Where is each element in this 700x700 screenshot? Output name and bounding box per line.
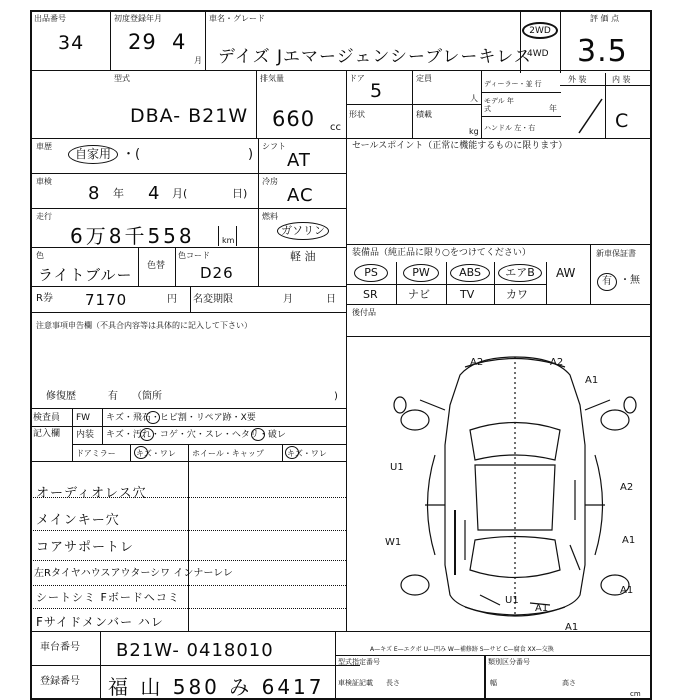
interior-tag: 内装: [76, 430, 95, 440]
interior-circle-1: [140, 428, 154, 441]
rule: [346, 244, 652, 245]
warranty-yes: 有: [597, 273, 617, 291]
handle-label: ハンドル 左・右: [484, 124, 536, 132]
svg-text:A2: A2: [470, 357, 484, 368]
capacity-label: 定員: [416, 74, 432, 83]
displacement-value: 660: [272, 107, 316, 131]
equip-aw: AW: [556, 266, 576, 280]
note-line: 左Rタイヤハウスアウターシワ インナーレレ: [34, 568, 233, 579]
history-label: 車歴: [36, 142, 52, 151]
model-value: DBA- B21W: [130, 105, 249, 127]
recycle-value: 7170: [85, 291, 128, 309]
rule: [30, 608, 346, 609]
wheel-options: キズ・ワレ: [287, 449, 327, 458]
equip-leather: カワ: [506, 288, 528, 301]
spec-label-6: 高さ: [562, 679, 576, 687]
reg-year: 29: [128, 30, 157, 54]
displacement-label: 排気量: [260, 74, 284, 83]
fuel-value: ガソリン: [277, 222, 329, 240]
rule: [30, 138, 652, 139]
warranty-no: ・無: [620, 275, 640, 286]
recycle-unit: 円: [167, 294, 177, 305]
rule: [130, 444, 131, 461]
rule: [30, 665, 360, 666]
interior-circle-2: [251, 428, 265, 441]
rule: [346, 408, 347, 461]
rule: [605, 73, 606, 138]
svg-text:A1: A1: [620, 585, 634, 596]
rule: [30, 426, 346, 427]
mileage-value: 6万8千558: [70, 224, 195, 248]
wheel-label: ホイール・キャップ: [192, 449, 264, 458]
svg-text:A1: A1: [585, 375, 599, 386]
chassis-value: B21W- 0418010: [116, 640, 274, 661]
name-change-label: 名変期限: [193, 294, 233, 305]
exterior-slash: [576, 95, 604, 135]
lot-value: 34: [58, 32, 85, 54]
mirror-circle: [134, 446, 148, 459]
note-line: オーディオレス穴: [36, 486, 147, 501]
interior-value: C: [615, 110, 630, 132]
mirror-label: ドアミラー: [76, 449, 116, 458]
inspection-month-unit: 月(: [172, 187, 188, 200]
drive-4wd: 4WD: [527, 49, 549, 59]
equip-airbag: エアB: [498, 264, 542, 282]
rule: [236, 226, 237, 246]
rule: [346, 336, 652, 337]
shape-label: 形状: [349, 110, 365, 119]
model-label: 型式: [114, 74, 130, 83]
rule: [346, 461, 347, 631]
score-value: 3.5: [577, 34, 628, 69]
rule: [188, 444, 189, 461]
color-change-label: 色替: [147, 261, 166, 271]
rule: [72, 444, 346, 445]
rule: [560, 10, 561, 73]
repair-place-label: （箇所: [132, 391, 162, 402]
note-line: コアサポートレ: [36, 540, 135, 555]
rule: [258, 262, 259, 286]
rule: [256, 70, 257, 138]
displacement-unit: cc: [330, 122, 341, 133]
rule: [546, 262, 547, 304]
interior-text: キズ・汚れ・コゲ・穴・スレ・ヘタリ・破レ: [106, 430, 286, 440]
spec-unit: cm: [630, 690, 641, 698]
wheel-circle: [285, 446, 299, 459]
warranty-label: 新車保証書: [596, 249, 636, 258]
rule: [30, 70, 652, 71]
rule: [190, 286, 191, 312]
spec-label-1: 型式指定番号: [338, 658, 380, 666]
checks-label-2: 記入欄: [33, 429, 61, 439]
fw-text: キズ・飛石・ヒビ割・リペア跡・X要: [106, 413, 256, 423]
checks-label-1: 検査員: [33, 413, 61, 423]
damage-legend: A—キズ E—エクボ U—凹み W—補修跡 S—サビ C—腐食 XX—交換: [370, 646, 554, 653]
equip-abs: ABS: [450, 264, 490, 282]
ac-label: 冷房: [262, 177, 278, 186]
rule: [590, 244, 591, 304]
rule: [30, 408, 346, 409]
svg-text:A2: A2: [550, 357, 564, 368]
rule: [110, 10, 111, 70]
rule: [218, 226, 219, 246]
interior-label: 内 装: [612, 75, 631, 84]
color-label: 色: [36, 251, 44, 260]
history-value: 自家用: [68, 145, 118, 164]
history-dot: ・(: [122, 147, 141, 162]
history-close: ): [248, 147, 254, 162]
damage-diagram: [380, 345, 650, 630]
note-line: Fサイドメンバー ハレ: [36, 615, 164, 629]
sales-point-label: セールスポイント（正常に機能するものに限ります）: [352, 141, 568, 151]
spec-label-4: 長さ: [386, 679, 400, 687]
rule: [138, 247, 139, 286]
capacity-unit: 人: [470, 94, 478, 103]
equipment-label: 装備品（純正品に限り○をつけてください）: [352, 248, 531, 258]
rule: [30, 530, 346, 531]
month-unit: 月: [194, 56, 202, 65]
svg-text:W1: W1: [385, 537, 402, 548]
spec-label-2: 類別区分番号: [488, 658, 530, 666]
color-value: ライトブルー: [38, 266, 133, 284]
year-unit: 年: [549, 104, 557, 113]
name-value: デイズ Jエマージェンシーブレーキレス: [218, 47, 532, 67]
registration-value: 福 山 580 み 6417: [108, 675, 325, 699]
rule: [396, 262, 397, 304]
fw-tag: FW: [76, 413, 91, 423]
rule: [72, 408, 73, 461]
rule: [560, 85, 652, 86]
rule: [30, 208, 346, 209]
equip-tv: TV: [460, 288, 475, 301]
rule: [30, 312, 346, 313]
rule: [30, 631, 652, 632]
inspection-year: 8: [88, 183, 101, 204]
recycle-label: R券: [36, 293, 53, 304]
post-fit-label: 後付品: [352, 308, 376, 317]
mirror-options: キズ・ワレ: [136, 449, 176, 458]
name-change-month: 月: [283, 294, 293, 305]
inspection-year-unit: 年: [113, 187, 124, 200]
svg-text:U1: U1: [390, 462, 404, 473]
rule: [175, 247, 176, 286]
door-label: ドア: [349, 74, 365, 83]
rule: [205, 10, 206, 70]
svg-text:A1: A1: [535, 603, 549, 614]
inspection-label: 車検: [36, 177, 52, 186]
rule: [481, 116, 561, 117]
repair-close: ): [334, 391, 338, 402]
repair-value: 有: [108, 391, 118, 402]
reg-month: 4: [172, 30, 187, 54]
equip-ps: PS: [354, 264, 388, 282]
rule: [30, 585, 346, 586]
shift-label: シフト: [262, 142, 286, 151]
load-label: 積載: [416, 110, 432, 119]
inspection-month: 4: [148, 183, 161, 204]
drive-2wd: 2WD: [522, 22, 558, 39]
chassis-label: 車台番号: [40, 642, 80, 653]
svg-text:A2: A2: [620, 482, 634, 493]
svg-text:A1: A1: [565, 622, 579, 630]
equip-navi: ナビ: [408, 288, 430, 301]
score-label: 評 価 点: [590, 14, 620, 23]
rule: [481, 70, 482, 138]
svg-text:U1: U1: [505, 595, 519, 606]
fuel-diesel: 軽 油: [290, 250, 316, 263]
rule: [188, 461, 189, 631]
fuel-label: 燃料: [262, 212, 278, 221]
lot-label: 出品番号: [34, 14, 66, 23]
note-line: シートシミ Fボードヘコミ: [36, 591, 180, 604]
notes-label: 注意事項申告欄（不具合内容等は具体的に記入して下さい）: [36, 321, 252, 330]
repair-label: 修復歴: [46, 391, 76, 402]
shift-value: AT: [287, 150, 311, 171]
mileage-label: 走行: [36, 212, 52, 221]
rule: [481, 92, 561, 93]
color-code-label: 色コード: [178, 251, 210, 260]
model-year-label: モデル 年式: [484, 97, 514, 113]
reg-label: 初度登録年月: [114, 14, 162, 23]
rule: [102, 408, 103, 444]
spec-label-3: 車検証記載: [338, 679, 373, 687]
rule: [30, 560, 346, 561]
registration-label: 登録番号: [40, 676, 80, 687]
rule: [346, 304, 652, 305]
dealer-label: ディーラー・並 行: [484, 80, 542, 88]
rule: [282, 444, 283, 461]
inspection-day-unit: 日): [232, 187, 248, 200]
equip-pw: PW: [403, 264, 439, 282]
name-label: 車名・グレード: [209, 14, 265, 23]
color-code-value: D26: [200, 264, 234, 282]
fw-circle: [146, 411, 160, 424]
name-change-day: 日: [326, 294, 336, 305]
rule: [100, 631, 101, 700]
spec-label-5: 幅: [490, 679, 497, 687]
door-value: 5: [370, 80, 384, 102]
mileage-unit: km: [222, 236, 235, 245]
rule: [30, 173, 346, 174]
note-line: メインキー穴: [36, 513, 120, 528]
equip-sr: SR: [363, 288, 378, 301]
load-unit: kg: [469, 127, 479, 136]
rule: [30, 286, 346, 287]
ac-value: AC: [287, 185, 314, 206]
rule: [446, 262, 447, 304]
exterior-label: 外 装: [568, 75, 587, 84]
svg-text:A1: A1: [622, 535, 636, 546]
rule: [346, 138, 347, 408]
rule: [494, 262, 495, 304]
rule: [346, 104, 481, 105]
